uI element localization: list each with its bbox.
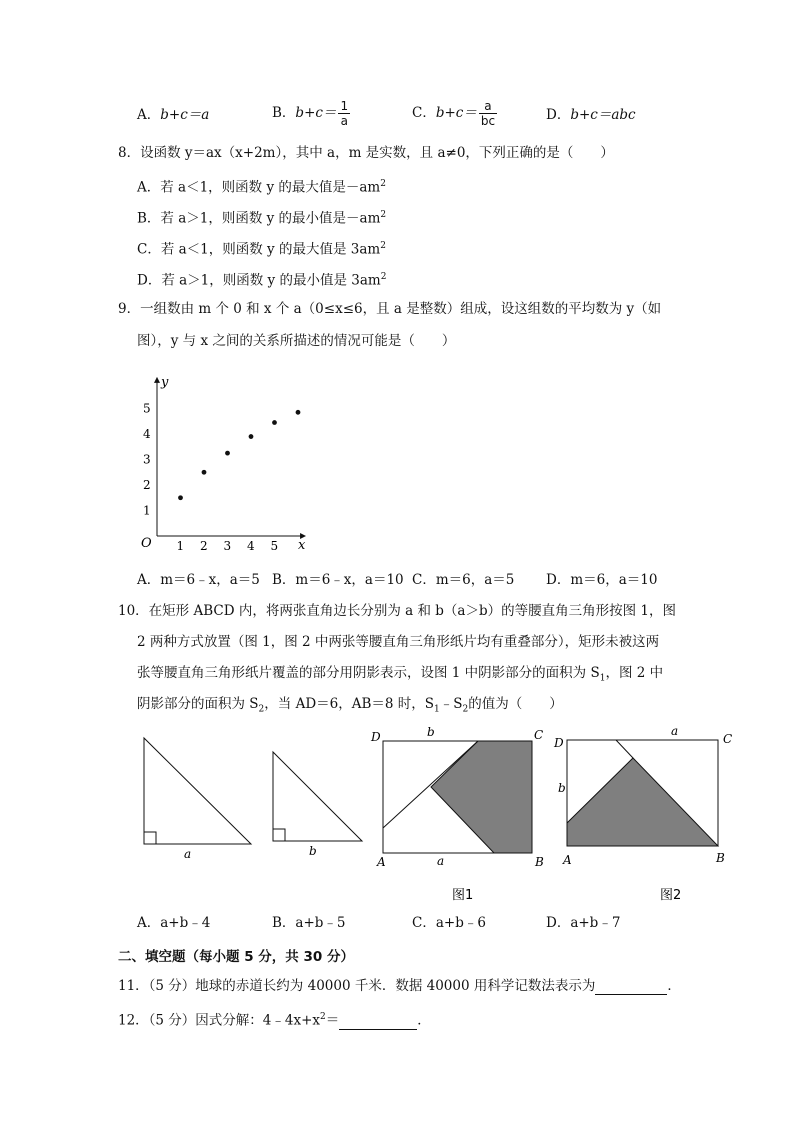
fig2-top-side-label: a xyxy=(671,724,679,738)
y-tick-label: 1 xyxy=(143,503,151,518)
x-tick-label: 1 xyxy=(176,539,185,553)
fraction: $\frac{a}{bc}$ xyxy=(480,99,496,128)
q10-figures xyxy=(0,720,794,910)
q9-option-d: D．m＝6，a＝10 xyxy=(546,572,658,588)
q7-option-c: C．b+c＝ $\frac{a}{bc}$ xyxy=(412,99,496,128)
fig2-label-d: D xyxy=(554,736,564,750)
q10-option-d: D．a+b﹣7 xyxy=(546,915,621,931)
y-tick-label: 5 xyxy=(143,401,151,416)
q8-option-c: C．若 a＜1，则函数 y 的最大值是 $3am^2$ xyxy=(137,241,386,258)
figure-1-caption: 图1 xyxy=(452,888,474,903)
figure-1 xyxy=(370,725,544,903)
y-tick-label: 2 xyxy=(143,478,151,492)
fig1-label-a: A xyxy=(377,855,386,869)
triangle-b-label: b xyxy=(309,844,317,858)
figure-1-shaded-region xyxy=(431,741,532,853)
fig1-label-c: C xyxy=(534,728,544,742)
x-tick-label: 2 xyxy=(200,539,208,553)
triangle-a xyxy=(144,738,251,861)
x-axis-label: x xyxy=(298,538,306,553)
q8-option-d: D．若 a＞1，则函数 y 的最小值是 $3am^2$ xyxy=(137,272,387,289)
section-2-title: 二、填空题（每小题 5 分，共 30 分） xyxy=(118,949,354,965)
origin-label: O xyxy=(141,536,152,551)
q9-scatter-chart xyxy=(130,362,350,562)
x-tick-label: 5 xyxy=(270,539,279,553)
fig2-label-a: A xyxy=(563,853,572,867)
figure-2-shaded-region xyxy=(567,758,718,846)
fig1-bottom-side-label: a xyxy=(437,854,445,868)
y-tick-label: 4 xyxy=(143,427,151,441)
q7-option-d: D．b+c＝abc xyxy=(546,107,636,123)
q8-option-b: B．若 a＞1，则函数 y 的最小值是$-am^2$ xyxy=(137,210,387,227)
y-axis-label: y xyxy=(161,374,169,390)
q9-stem-line2: 图），y 与 x 之间的关系所描述的情况可能是（ ） xyxy=(137,333,456,349)
x-tick-label: 3 xyxy=(223,539,232,553)
fig2-label-c: C xyxy=(723,732,733,746)
q9-stem-line1: 9．一组数由 m 个 0 和 x 个 a（0≤x≤6，且 a 是整数）组成，设这组数的平均数为 y（如 xyxy=(118,301,662,317)
q10-option-a: A．a+b﹣4 xyxy=(137,915,211,931)
fig1-top-side-label: b xyxy=(427,725,435,739)
triangle-a-label: a xyxy=(184,847,192,861)
q10-option-c: C．a+b﹣6 xyxy=(412,915,486,931)
q11-answer-blank[interactable] xyxy=(595,980,667,995)
fig2-left-side-label: b xyxy=(558,781,566,795)
fig1-label-b: B xyxy=(535,855,544,869)
x-tick-label: 4 xyxy=(247,539,255,553)
figure-2 xyxy=(553,724,732,903)
fig1-label-d: D xyxy=(371,730,381,744)
q10-stem-line1: 10．在矩形 ABCD 内，将两张直角边长分别为 a 和 b（a＞b）的等腰直角三角形按图 1，图 xyxy=(118,603,676,619)
scatter-point xyxy=(202,470,207,475)
scatter-point xyxy=(296,410,301,415)
scatter-point xyxy=(249,434,254,439)
q9-option-b: B．m＝6﹣x，a＝10 xyxy=(272,572,404,588)
q9-option-a: A．m＝6﹣x，a＝5 xyxy=(137,572,260,588)
q11: 11．（5 分）地球的赤道长约为 40000 千米．数据 40000 用科学记数法表示为 ． xyxy=(118,978,681,994)
q10-stem-line2: 2 两种方式放置（图 1，图 2 中两张等腰直角三角形纸片均有重叠部分），矩形未被这两 xyxy=(137,634,660,650)
scatter-point xyxy=(225,451,230,456)
q10-stem-line4: 阴影部分的面积为 $S_2$，当 AD＝6，AB＝8 时，$S_1﹣S_2$的值为（ ） xyxy=(137,696,563,715)
q9-option-c: C．m＝6，a＝5 xyxy=(412,572,515,588)
y-tick-label: 3 xyxy=(143,452,151,467)
triangle-b xyxy=(273,752,362,858)
q8-stem: 8．设函数 y＝ax（x+2m），其中 a，m 是实数，且 a≠0，下列正确的是（ ） xyxy=(118,145,614,161)
fraction: $\frac{1}{a}$ xyxy=(340,99,349,128)
q10-option-b: B．a+b﹣5 xyxy=(272,915,346,931)
figure-2-caption: 图2 xyxy=(660,888,682,903)
q12-answer-blank[interactable] xyxy=(339,1015,417,1030)
q12: 12．（5 分）因式分解：$4﹣4x+x^2=$ ． xyxy=(118,1012,431,1029)
q7-option-b: B．b+c＝ $\frac{1}{a}$ xyxy=(272,99,349,128)
scatter-point xyxy=(178,495,183,500)
scatter-point xyxy=(272,420,277,425)
fig2-label-b: B xyxy=(716,851,725,865)
q7-option-a: A．b+c＝a xyxy=(137,107,210,123)
q8-option-a: A．若 a＜1，则函数 y 的最大值是$-am^2$ xyxy=(137,179,386,196)
q10-stem-line3: 张等腰直角三角形纸片覆盖的部分用阴影表示，设图 1 中阴影部分的面积为 $S_1$，图 2 中 xyxy=(137,665,664,684)
